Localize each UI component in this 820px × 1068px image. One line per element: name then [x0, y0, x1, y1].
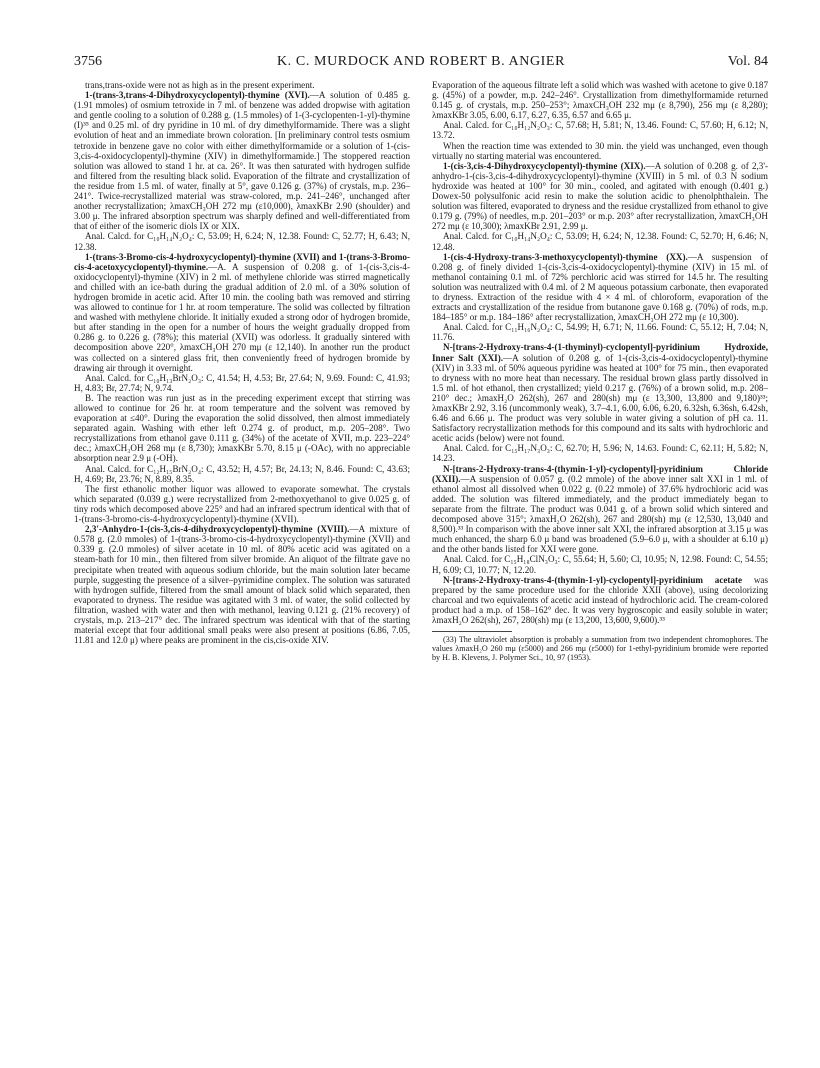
footnote-rule — [432, 631, 512, 632]
paragraph — [432, 443, 768, 463]
running-title-authors: K. C. MURDOCK AND ROBERT B. ANGIER — [276, 54, 566, 69]
paragraph-text: Anal. Calcd. for C₁₅H₁₈ClN₃O₃: C, 55.64; H, 5.60; Cl, 10.95; N, 12.98. Found: C, 54.55; H, 6.09; Cl, 10.77; N, 12.20. — [432, 554, 768, 575]
compound-heading: 2,3'-Anhydro-1-(cis-3,cis-4-dihydroxycyclopentyl)-thymine (XVIII). — [85, 524, 350, 535]
paragraph — [432, 554, 768, 574]
paragraph — [74, 90, 410, 231]
compound-heading: N-[trans-2-Hydroxy-trans-4-(1-thyminyl)-cyclopentyl]-pyridinium Hydroxide, Inner Salt (XXI). — [432, 342, 768, 363]
compound-heading: N-[trans-2-Hydroxy-trans-4-(thymin-1-yl)-cyclopentyl]-pyridinium acetate — [443, 574, 743, 585]
paragraph-text: —A solution of 0.208 g. of 1-(cis-3,cis-4-oxidocyclopentyl)-thymine (XIV) in 3.33 ml. of 50% aqueous pyridine was heated at 100° for 75 min., then evaporated to dryness with no more heat than necessary. The residual brown glass partly dissolved in 1.5 ml. of hot ethanol, then crystallized; yield 0.217 g. (76%) of a brown solid, m.p. 208–210° dec.; λmaxH₂O 262(sh), 267 and 280(sh) mμ (ε 13,300, 13,800 and 9,180)³³; λmaxKBr 2.92, 3.16 (uncommonly weak), 3.7–4.1, 6.00, 6.06, 6.20, 6.32sh, 6.36sh, 6.42sh, 6.46 and 6.66 μ. The product was very soluble in water giving a solution of pH ca. 11. Satisfactory recrystallization methods for this compound and its salts with hydrochloric and acetic acids (below) were not found. — [432, 352, 768, 444]
paragraph — [432, 252, 768, 323]
paragraph-text: Anal. Calcd. for C₁₀H₁₃BrN₂O₃: C, 41.54; H, 4.53; Br, 27.64; N, 9.69. Found: C, 41.93; H, 4.83; Br, 27.74; N, 9.74. — [74, 372, 410, 393]
compound-heading: 1-(cis-4-Hydroxy-trans-3-methoxycyclopentyl)-thymine (XX). — [443, 251, 688, 262]
paragraph — [432, 231, 768, 251]
paragraph-text: —A solution of 0.485 g. (1.91 mmoles) of osmium tetroxide in 7 ml. of benzene was added dropwise with agitation and gentle cooling to a solution of 0.288 g. (1.5 mmoles) of 1-(3-cyclopenten-1-yl)-thymine (I)³⁵ and 0.25 ml. of dry pyridine in 10 ml. of dry dimethylformamide. There was a slight evolution of heat and an immediate brown coloration. [In preliminary control tests osmium tetroxide in benzene gave no color with either dimethylformamide or a solution of 1-(cis-3,cis-4-oxidocyclopentyl)-thymine (XIV) in dimethylformamide.] The stoppered reaction solution was allowed to stand 1 hr. at ca. 26°. It was then saturated with hydrogen sulfide and filtered from the resulting black solid. Evaporation of the filtrate and crystallization of the residue from 1.5 ml. of water, finally at 5°, gave 0.126 g. (37%) of crystals, m.p. 236–241°. Twice-recrystallized material was straw-colored, m.p. 241–246°, unchanged after another recrystallization; λmaxCH₃OH 272 mμ (ε10,000), λmaxKBr 2.90 (shoulder) and 3.00 μ. The infrared absorption spectrum was sharply defined and well-differentiated from that of either of the isomeric diols IX or XIX. — [74, 90, 410, 232]
compound-heading: 1-(trans-3-Bromo-cis-4-hydroxycyclopentyl)-thymine (XVII) and 1-(trans-3-Bromo-cis-4-acetoxycyclopentyl)-thymine. — [74, 251, 410, 272]
paragraph — [432, 120, 768, 140]
paragraph — [432, 575, 768, 625]
paragraph-text: Anal. Calcd. for C₁₀H₁₂N₂O₃: C, 57.68; H, 5.81; N, 13.46. Found: C, 57.60; H, 6.12; N, 13.72. — [432, 120, 768, 141]
paragraph — [432, 342, 768, 443]
paragraph — [432, 322, 768, 342]
paragraph-text: —A suspension of 0.208 g. of finely divided 1-(cis-3,cis-4-oxidocyclopentyl)-thymine (XIV) in 15 ml. of methanol containing 0.1 ml. of 72% perchloric acid was stirred for 14.5 hr. The resulting solution was neutralized with 0.4 ml. of 2 M aqueous potassium carbonate, then evaporated to dryness. Extraction of the residue with 4 × 4 ml. of chloroform, evaporation of the extracts and crystallization of the residue from butanone gave 0.168 g. (70%) of rods, m.p. 184–185° or m.p. 184–186° after recrystallization, λmaxCH₃OH 272 mμ (ε 10,300). — [432, 251, 768, 323]
paragraph-text: —A mixture of 0.578 g. (2.0 mmoles) of 1-(trans-3-bromo-cis-4-hydroxycyclopentyl)-thymine (XVII) and 0.339 g. (2.0 mmoles) of silver acetate in 10 ml. of 80% acetic acid was agitated on a steam-bath for 10 min., then filtered from silver bromide. An aliquot of the filtrate gave no precipitate when treated with aqueous sodium chloride, but the main solution later became purple, suggesting the presence of a silver–pyrimidine complex. The solution was saturated with hydrogen sulfide, filtered from the small amount of black solid which separated, then evaporated to dryness. The residue was agitated with 3 ml. of water, the solid collected by filtration, washed with water and then with methanol, leaving 0.121 g. (21% recovery) of crystals, m.p. 213–217° dec. The infrared spectrum was identical with that of the starting material except that four additional small peaks were also present at positions (6.86, 7.05, 11.81 and 12.0 μ) where peaks are prominent in the cis,cis-oxide XIV. — [74, 524, 410, 646]
compound-heading: 1-(cis-3,cis-4-Dihydroxycyclopentyl)-thymine (XIX). — [443, 160, 646, 171]
paragraph — [432, 80, 768, 120]
paragraph-text: —A. A suspension of 0.208 g. of 1-(cis-3,cis-4-oxidocyclopentyl)-thymine (XIV) in 2 ml. of methylene chloride was stirred magnetically and chilled with an ice-bath during the gradual addition of 2.0 ml. of a 30% solution of hydrogen bromide in acetic acid. After 10 min. the cooling bath was removed and stirring was allowed to continue for 1 hr. at room temperature. The solid was collected by filtration and washed with methylene chloride. It initially exuded a strong odor of hydrogen bromide, but after standing in the open for a number of hours the weight gradually dropped from 0.286 g. to 0.226 g. (78%); this material (XVII) was odorless. It gradually sintered with decomposition above 220°, λmaxCH₃OH 270 mμ (ε 12,140). In another run the product was collected on a sintered glass frit, then conveniently freed of hydrogen bromide by drawing air through it overnight. — [74, 261, 410, 373]
paragraph-text: —A suspension of 0.057 g. (0.2 mmole) of the above inner salt XXI in 1 ml. of ethanol almost all dissolved when 0.022 g. (0.22 mmole) of 37.6% hydrochloric acid was added. The solution was filtered immediately, and the product immediately began to separate from the filtrate. The product was 0.041 g. of a brown solid which sintered and decomposed above 315°; λmaxH₂O 262(sh), 267 and 280(sh) mμ (ε 12,530, 13,040 and 8,500).³³ In comparison with the above inner salt XXI, the infrared absorption at 3.15 μ was much enhanced, the sharp 6.0 μ band was broadened (5.9–6.0 μ, with a shoulder at 6.10 μ) and the other bands listed for XXI were gone. — [432, 473, 768, 555]
paragraph-text: The first ethanolic mother liquor was allowed to evaporate somewhat. The crystals which separated (0.039 g.) were recrystallized from 2-methoxyethanol to give 0.025 g. of tiny rods which decomposed above 225° and had an infrared spectrum identical with that of 1-(trans-3-bromo-cis-4-hydroxycyclopentyl)-thymine (XVII). — [74, 483, 410, 525]
paragraph — [74, 373, 410, 393]
paragraph-text: Anal. Calcd. for C₁₂H₁₅BrN₂O₄: C, 43.52; H, 4.57; Br, 24.13; N, 8.46. Found: C, 43.63; H, 4.69; Br, 23.76; N, 8.89, 8.35. — [74, 463, 410, 484]
paragraph-text: was prepared by the same procedure used for the chloride XXII (above), using decolorizing charcoal and two equivalents of acetic acid instead of hydrochloric acid. The cream-colored product had a m.p. of 158–162° dec. It was very hygroscopic and easily soluble in water; λmaxH₂O 262(sh), 267, 280(sh) mμ (ε 13,200, 13,600, 9,600).³³ — [432, 574, 768, 625]
paragraph-text: trans,trans-oxide were not as high as in the present experiment. — [85, 80, 315, 90]
paragraph-text: B. The reaction was run just as in the preceding experiment except that stirring was allowed to continue for 26 hr. at room temperature and the solvent was removed by evaporation at ≤40°. During the evaporation the solid dissolved, then almost immediately separated again. Washing with ether left 0.274 g. of product, m.p. 205–208°. Two recrystallizations from ethanol gave 0.111 g. (34%) of the acetate of XVII, m.p. 223–224° dec.; λmaxCH₃OH 268 mμ (ε 8,730); λmaxKBr 5.70, 8.15 μ (-OAc), with no appreciable absorption near 2.9 μ (-OH). — [74, 392, 410, 464]
right-column — [432, 80, 768, 1040]
left-column — [74, 80, 410, 1040]
right-column-body — [432, 80, 768, 625]
paragraph-text: Evaporation of the aqueous filtrate left a solid which was washed with acetone to give 0.187 g. (45%) of a powder, m.p. 242–246°. Crystallization from dimethylformamide returned 0.145 g. of crystals, m.p. 250–253°; λmaxCH₃OH 232 mμ (ε 8,790), 256 mμ (ε 8,280); λmaxKBr 3.05, 6.00, 6.17, 6.27, 6.35, 6.57 and 6.65 μ. — [432, 80, 768, 121]
volume-number: Vol. 84 — [727, 54, 768, 69]
paragraph — [432, 141, 768, 161]
paragraph-text: Anal. Calcd. for C₁₅H₁₇N₃O₃: C, 62.70; H, 5.96; N, 14.63. Found: C, 62.11; H, 5.82; N, 14.23. — [432, 443, 768, 464]
footnote-33: (33) The ultraviolet absorption is probably a summation from two independent chromophores. The values λmaxH₂O 260 mμ (ε5000) and 266 mμ (ε5000) for 1-ethyl-pyridinium bromide were reported by H. B. Klevens, J. Polymer Sci., 10, 97 (1953). — [432, 635, 768, 663]
running-header — [74, 54, 768, 70]
paragraph — [74, 231, 410, 251]
paragraph-text: When the reaction time was extended to 30 min. the yield was unchanged, even though virtually no starting material was encountered. — [432, 140, 768, 161]
paragraph — [74, 252, 410, 373]
paragraph — [74, 524, 410, 645]
page-number: 3756 — [74, 54, 102, 69]
paragraph — [74, 80, 410, 90]
paragraph — [74, 484, 410, 524]
compound-heading: 1-(trans-3,trans-4-Dihydroxycyclopentyl)-thymine (XVI). — [85, 90, 310, 101]
paragraph — [74, 464, 410, 484]
paragraph-text: —A solution of 0.208 g. of 2,3'-anhydro-1-(cis-3,cis-4-dihydroxycyclopentyl)-thymine (XVIII) in 5 ml. of 0.3 N sodium hydroxide was heated at 100° for 30 min., cooled, and agitated with enough (0.401 g.) Dowex-50 polysulfonic acid resin to make the solution acidic to phenolphthalein. The solution was filtered, evaporated to dryness and the residue crystallized from ethanol to give 0.179 g. (79%) of needles, m.p. 201–203° or m.p. 203° after recrystallization, λmaxCH₃OH 272 mμ (ε 10,300); λmaxKBr 2.91, 2.99 μ. — [432, 160, 768, 232]
paragraph-text: Anal. Calcd. for C₁₁H₁₆N₂O₄: C, 54.99; H, 6.71; N, 11.66. Found: C, 55.12; H, 7.04; N, 11.76. — [432, 322, 768, 343]
paragraph-text: Anal. Calcd. for C₁₀H₁₄N₂O₄: C, 53.09; H, 6.24; N, 12.38. Found: C, 52.77; H, 6.43; N, 12.38. — [74, 231, 410, 252]
paragraph — [432, 464, 768, 555]
paragraph-text: Anal. Calcd. for C₁₀H₁₄N₂O₄: C, 53.09; H, 6.24; N, 12.38. Found: C, 52.70; H, 6.46; N, 12.48. — [432, 231, 768, 252]
paragraph — [432, 161, 768, 232]
compound-heading: N-[trans-2-Hydroxy-trans-4-(thymin-1-yl)-cyclopentyl]-pyridinium Chloride (XXII). — [432, 463, 768, 484]
paragraph — [74, 393, 410, 464]
